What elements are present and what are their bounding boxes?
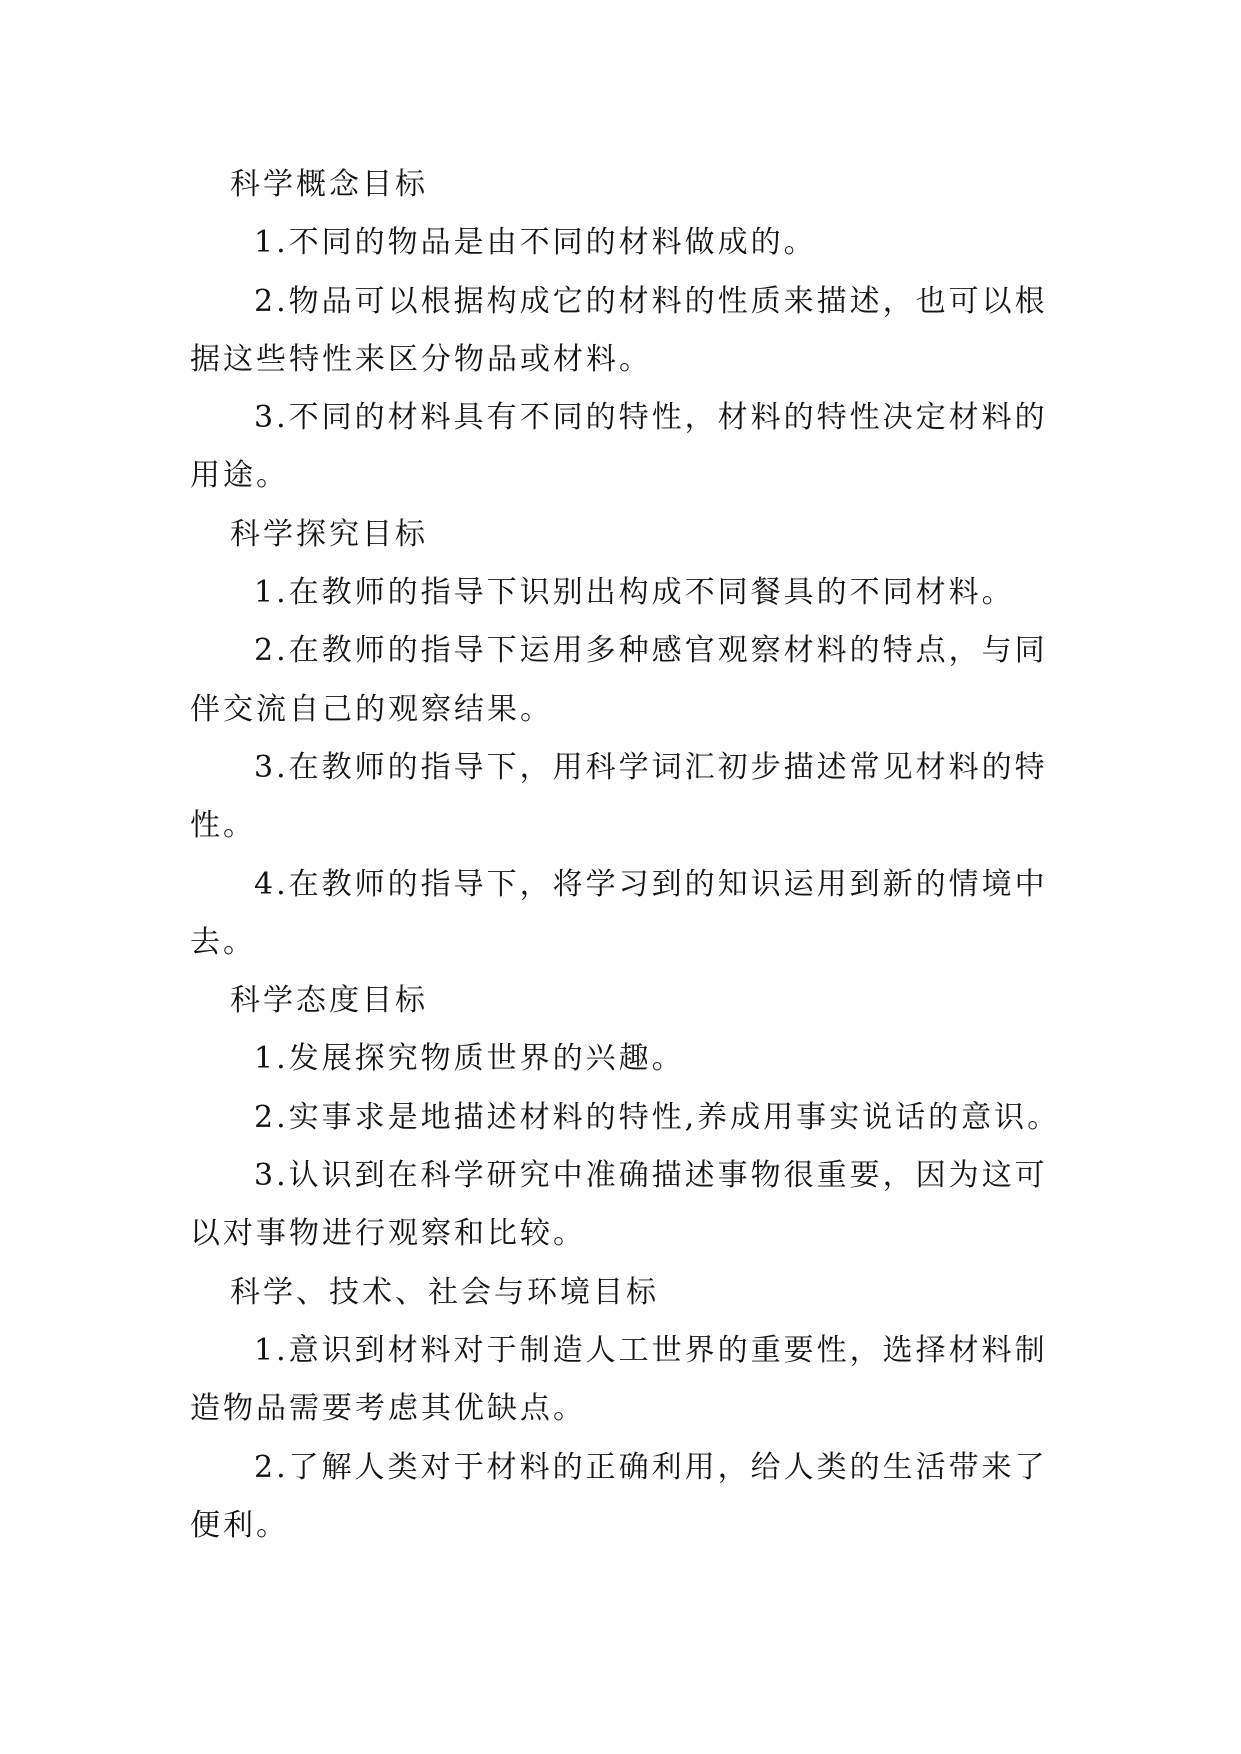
list-item-line: 3.不同的材料具有不同的特性，材料的特性决定材料的 — [254, 400, 1048, 436]
list-item-line: 1.意识到材料对于制造人工世界的重要性，选择材料制 — [254, 1332, 1048, 1368]
list-item-continuation: 去。 — [190, 924, 256, 960]
list-item-line: 2.在教师的指导下运用多种感官观察材料的特点，与同 — [254, 633, 1048, 669]
section-heading: 科学概念目标 — [230, 167, 428, 202]
list-item-line: 1.发展探究物质世界的兴趣。 — [254, 1041, 685, 1077]
list-item-line: 3.在教师的指导下，用科学词汇初步描述常见材料的特 — [254, 749, 1048, 785]
list-item-line: 2.物品可以根据构成它的材料的性质来描述，也可以根 — [254, 283, 1048, 319]
list-item-line: 4.在教师的指导下，将学习到的知识运用到新的情境中 — [254, 866, 1048, 902]
list-item-line: 3.认识到在科学研究中准确描述事物很重要，因为这可 — [254, 1158, 1048, 1194]
list-item-continuation: 伴交流自己的观察结果。 — [190, 691, 553, 727]
section-heading: 科学、技术、社会与环境目标 — [230, 1274, 659, 1310]
list-item-line: 2.了解人类对于材料的正确利用，给人类的生活带来了 — [254, 1449, 1048, 1485]
list-item-continuation: 以对事物进行观察和比较。 — [190, 1216, 586, 1252]
list-item-line: 1.不同的物品是由不同的材料做成的。 — [254, 225, 817, 261]
list-item-continuation: 便利。 — [190, 1507, 289, 1543]
section-heading: 科学态度目标 — [230, 983, 428, 1019]
list-item-line: 1.在教师的指导下识别出构成不同餐具的不同材料。 — [254, 575, 1015, 611]
section-heading: 科学探究目标 — [230, 516, 428, 552]
list-item-continuation: 据这些特性来区分物品或材料。 — [190, 341, 652, 377]
list-item-continuation: 性。 — [190, 808, 256, 844]
list-item-line: 2.实事求是地描述材料的特性,养成用事实说话的意识。 — [254, 1099, 1061, 1135]
document-page — [190, 156, 1061, 1555]
list-item-continuation: 造物品需要考虑其优缺点。 — [190, 1391, 586, 1427]
list-item-continuation: 用途。 — [190, 458, 289, 494]
